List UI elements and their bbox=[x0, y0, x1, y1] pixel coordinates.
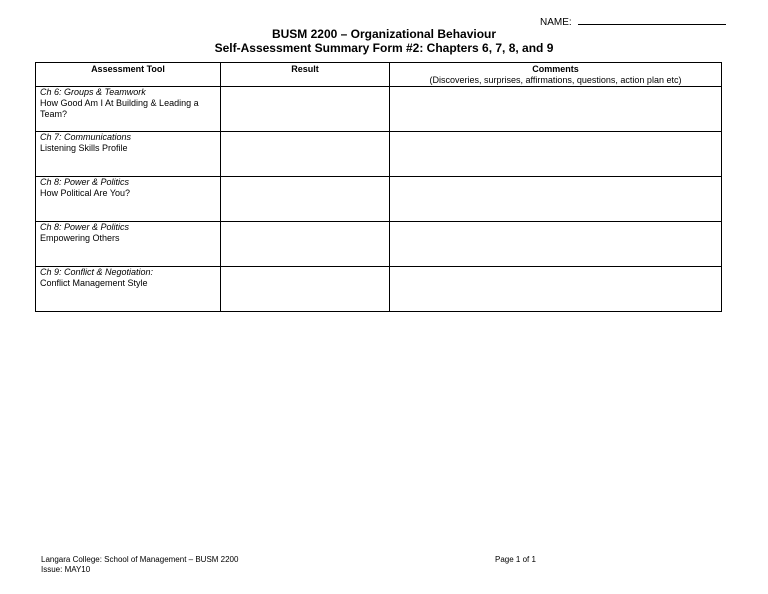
table-row bbox=[36, 177, 722, 222]
column-header-comments: Comments (Discoveries, surprises, affirmations, questions, action plan etc) bbox=[390, 63, 722, 87]
assessment-tool-cell bbox=[36, 132, 221, 177]
result-cell[interactable] bbox=[221, 87, 390, 132]
table-row bbox=[36, 267, 722, 312]
page-number: Page 1 of 1 bbox=[495, 555, 536, 564]
column-header-result: Result bbox=[221, 63, 390, 87]
comments-cell[interactable] bbox=[390, 132, 722, 177]
result-cell[interactable] bbox=[221, 222, 390, 267]
chapter-label: Ch 8: Power & Politics bbox=[40, 177, 130, 187]
footer-issue: Issue: MAY10 bbox=[41, 565, 91, 574]
chapter-label: Ch 6: Groups & Teamwork bbox=[40, 87, 146, 97]
name-label: NAME: bbox=[540, 17, 572, 28]
tool-label: Conflict Management Style bbox=[40, 278, 148, 288]
comments-cell[interactable] bbox=[390, 267, 722, 312]
comments-cell[interactable] bbox=[390, 87, 722, 132]
comments-hint: (Discoveries, surprises, affirmations, questions, action plan etc) bbox=[429, 75, 682, 85]
comments-cell[interactable] bbox=[390, 177, 722, 222]
assessment-tool-cell bbox=[36, 222, 221, 267]
chapter-label: Ch 7: Communications bbox=[40, 132, 132, 142]
table-row bbox=[36, 87, 722, 132]
chapter-label: Ch 8: Power & Politics bbox=[40, 222, 130, 232]
footer-info bbox=[41, 555, 238, 575]
table-row bbox=[36, 222, 722, 267]
assessment-tool-cell bbox=[36, 87, 221, 132]
page-title bbox=[0, 27, 768, 55]
course-title: BUSM 2200 – Organizational Behaviour bbox=[271, 27, 497, 41]
column-header-assessment-tool: Assessment Tool bbox=[36, 63, 221, 87]
name-underline[interactable] bbox=[578, 15, 726, 25]
tool-label: Empowering Others bbox=[40, 233, 120, 243]
tool-label: How Political Are You? bbox=[40, 188, 131, 198]
tool-label: Listening Skills Profile bbox=[40, 143, 128, 153]
chapter-label: Ch 9: Conflict & Negotiation: bbox=[40, 267, 154, 277]
footer-institution: Langara College: School of Management – BUSM 2200 bbox=[41, 555, 239, 564]
result-cell[interactable] bbox=[221, 267, 390, 312]
tool-label: How Good Am I At Building & Leading a Team? bbox=[40, 98, 199, 119]
result-cell[interactable] bbox=[221, 177, 390, 222]
assessment-tool-cell bbox=[36, 177, 221, 222]
result-cell[interactable] bbox=[221, 132, 390, 177]
table-row bbox=[36, 132, 722, 177]
form-title: Self-Assessment Summary Form #2: Chapters 6, 7, 8, and 9 bbox=[214, 41, 554, 55]
table-header-row bbox=[36, 63, 722, 87]
assessment-table bbox=[35, 62, 722, 312]
comments-cell[interactable] bbox=[390, 222, 722, 267]
assessment-tool-cell bbox=[36, 267, 221, 312]
